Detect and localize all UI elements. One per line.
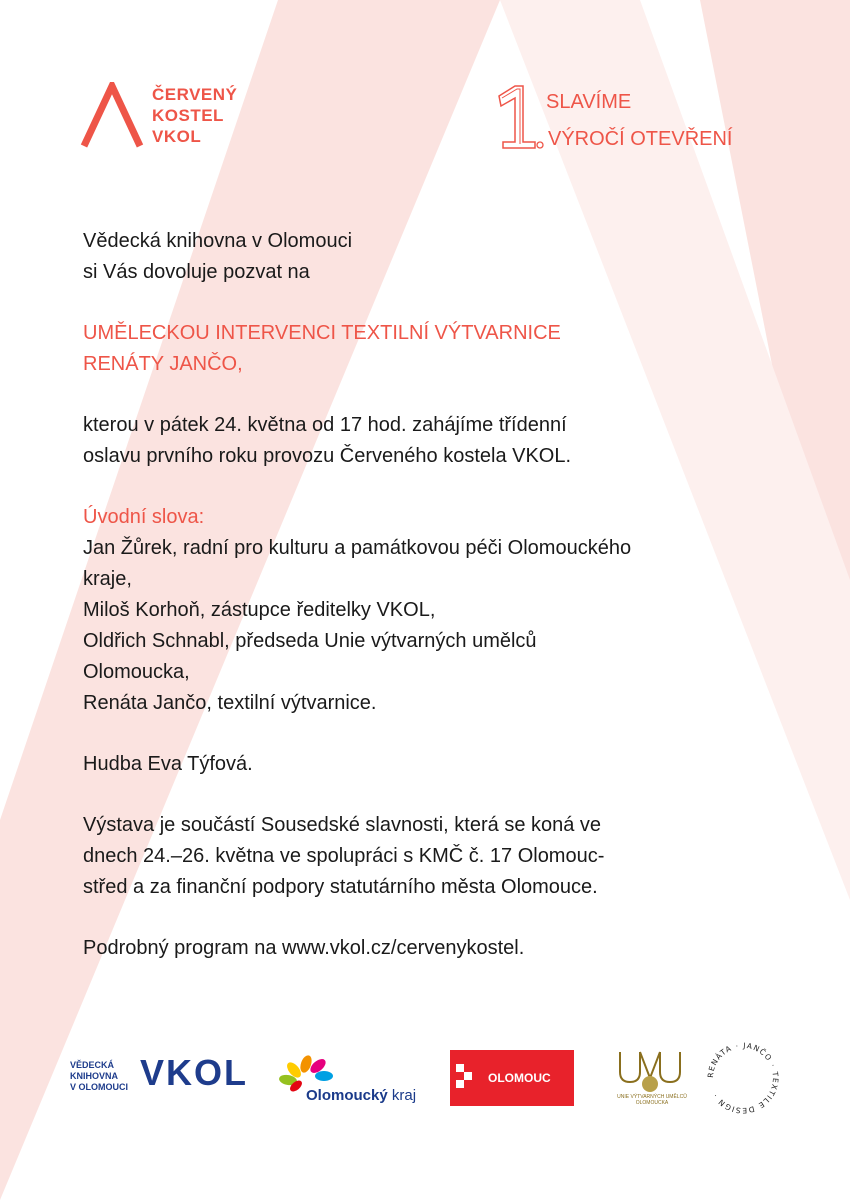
speech-line: Renáta Jančo, textilní výtvarnice. xyxy=(83,692,377,714)
speech-line: Miloš Korhoň, zástupce ředitelky VKOL, xyxy=(83,599,436,621)
date-line: kterou v pátek 24. května od 17 hod. zahájíme třídenní xyxy=(83,414,567,436)
renata-janco-textile-design-logo xyxy=(705,1040,781,1116)
invitation-body xyxy=(83,226,803,964)
intro-line: si Vás dovoluje pozvat na xyxy=(83,261,310,283)
anniversary-heading xyxy=(546,84,732,158)
brand-line: VKOL xyxy=(152,127,202,146)
red-church-a-logo xyxy=(80,82,144,148)
olomoucky-kraj-text xyxy=(306,1087,416,1104)
date-line: oslavu prvního roku provozu Červeného kostela VKOL. xyxy=(83,445,572,467)
vkol-small-text xyxy=(70,1060,128,1093)
speech-line: Jan Žůrek, radní pro kulturu a památkovou péči Olomouckého xyxy=(83,537,632,559)
vkol-small-line: VĚDECKÁ xyxy=(70,1060,115,1070)
olomouc-text: OLOMOUC xyxy=(488,1071,551,1085)
brand-wordmark xyxy=(152,84,237,147)
vkol-small-line: KNIHOVNA xyxy=(70,1071,119,1081)
speech-line: Olomoucka, xyxy=(83,661,190,683)
anniversary-number-one xyxy=(493,80,545,152)
renata-ring-text: RENÁTA · JANČO · TEXTILE DESIGN · xyxy=(705,1040,781,1116)
speech-line: kraje, xyxy=(83,568,132,590)
speeches-heading: Úvodní slova: xyxy=(83,506,205,528)
headline-line: RENÁTY JANČO, xyxy=(83,353,243,375)
intro-line: Vědecká knihovna v Olomouci xyxy=(83,230,353,252)
olomoucky-word: Olomoucký xyxy=(306,1087,388,1104)
anniversary-line: SLAVÍME xyxy=(546,91,632,113)
headline-line: UMĚLECKOU INTERVENCI TEXTILNÍ VÝTVARNICE xyxy=(83,322,561,344)
anniversary-line: VÝROČÍ OTEVŘENÍ xyxy=(548,128,733,150)
exhibition-line: dnech 24.–26. května ve spolupráci s KMČ č. 17 Olomouc- xyxy=(83,845,605,867)
vkol-small-line: V OLOMOUCI xyxy=(70,1082,128,1092)
uvu-caption-line: OLOMOUCKA xyxy=(635,1100,669,1106)
brand-line: ČERVENÝ xyxy=(152,85,238,104)
vkol-big-text: VKOL xyxy=(140,1052,249,1093)
music-line: Hudba Eva Týfová. xyxy=(83,753,253,775)
olomouc-checker-icon xyxy=(450,1050,490,1106)
uvu-caption xyxy=(596,1094,708,1106)
speech-line: Oldřich Schnabl, předseda Unie výtvarných umělců xyxy=(83,630,537,652)
program-line: Podrobný program na www.vkol.cz/cervenykostel. xyxy=(83,937,525,959)
vkol-logo xyxy=(70,1052,249,1093)
uvu-caption-line: UNIE VÝTVARNÝCH UMĚLCŮ xyxy=(617,1094,687,1100)
exhibition-line: Výstava je součástí Sousedské slavnosti, která se koná ve xyxy=(83,814,602,836)
brand-line: KOSTEL xyxy=(152,106,224,125)
exhibition-line: střed a za finanční podpory statutárního města Olomouce. xyxy=(83,876,598,898)
kraj-word: kraj xyxy=(391,1087,417,1104)
svg-text:RENÁTA · JANČO · TEXTILE DESIG xyxy=(706,1041,780,1115)
